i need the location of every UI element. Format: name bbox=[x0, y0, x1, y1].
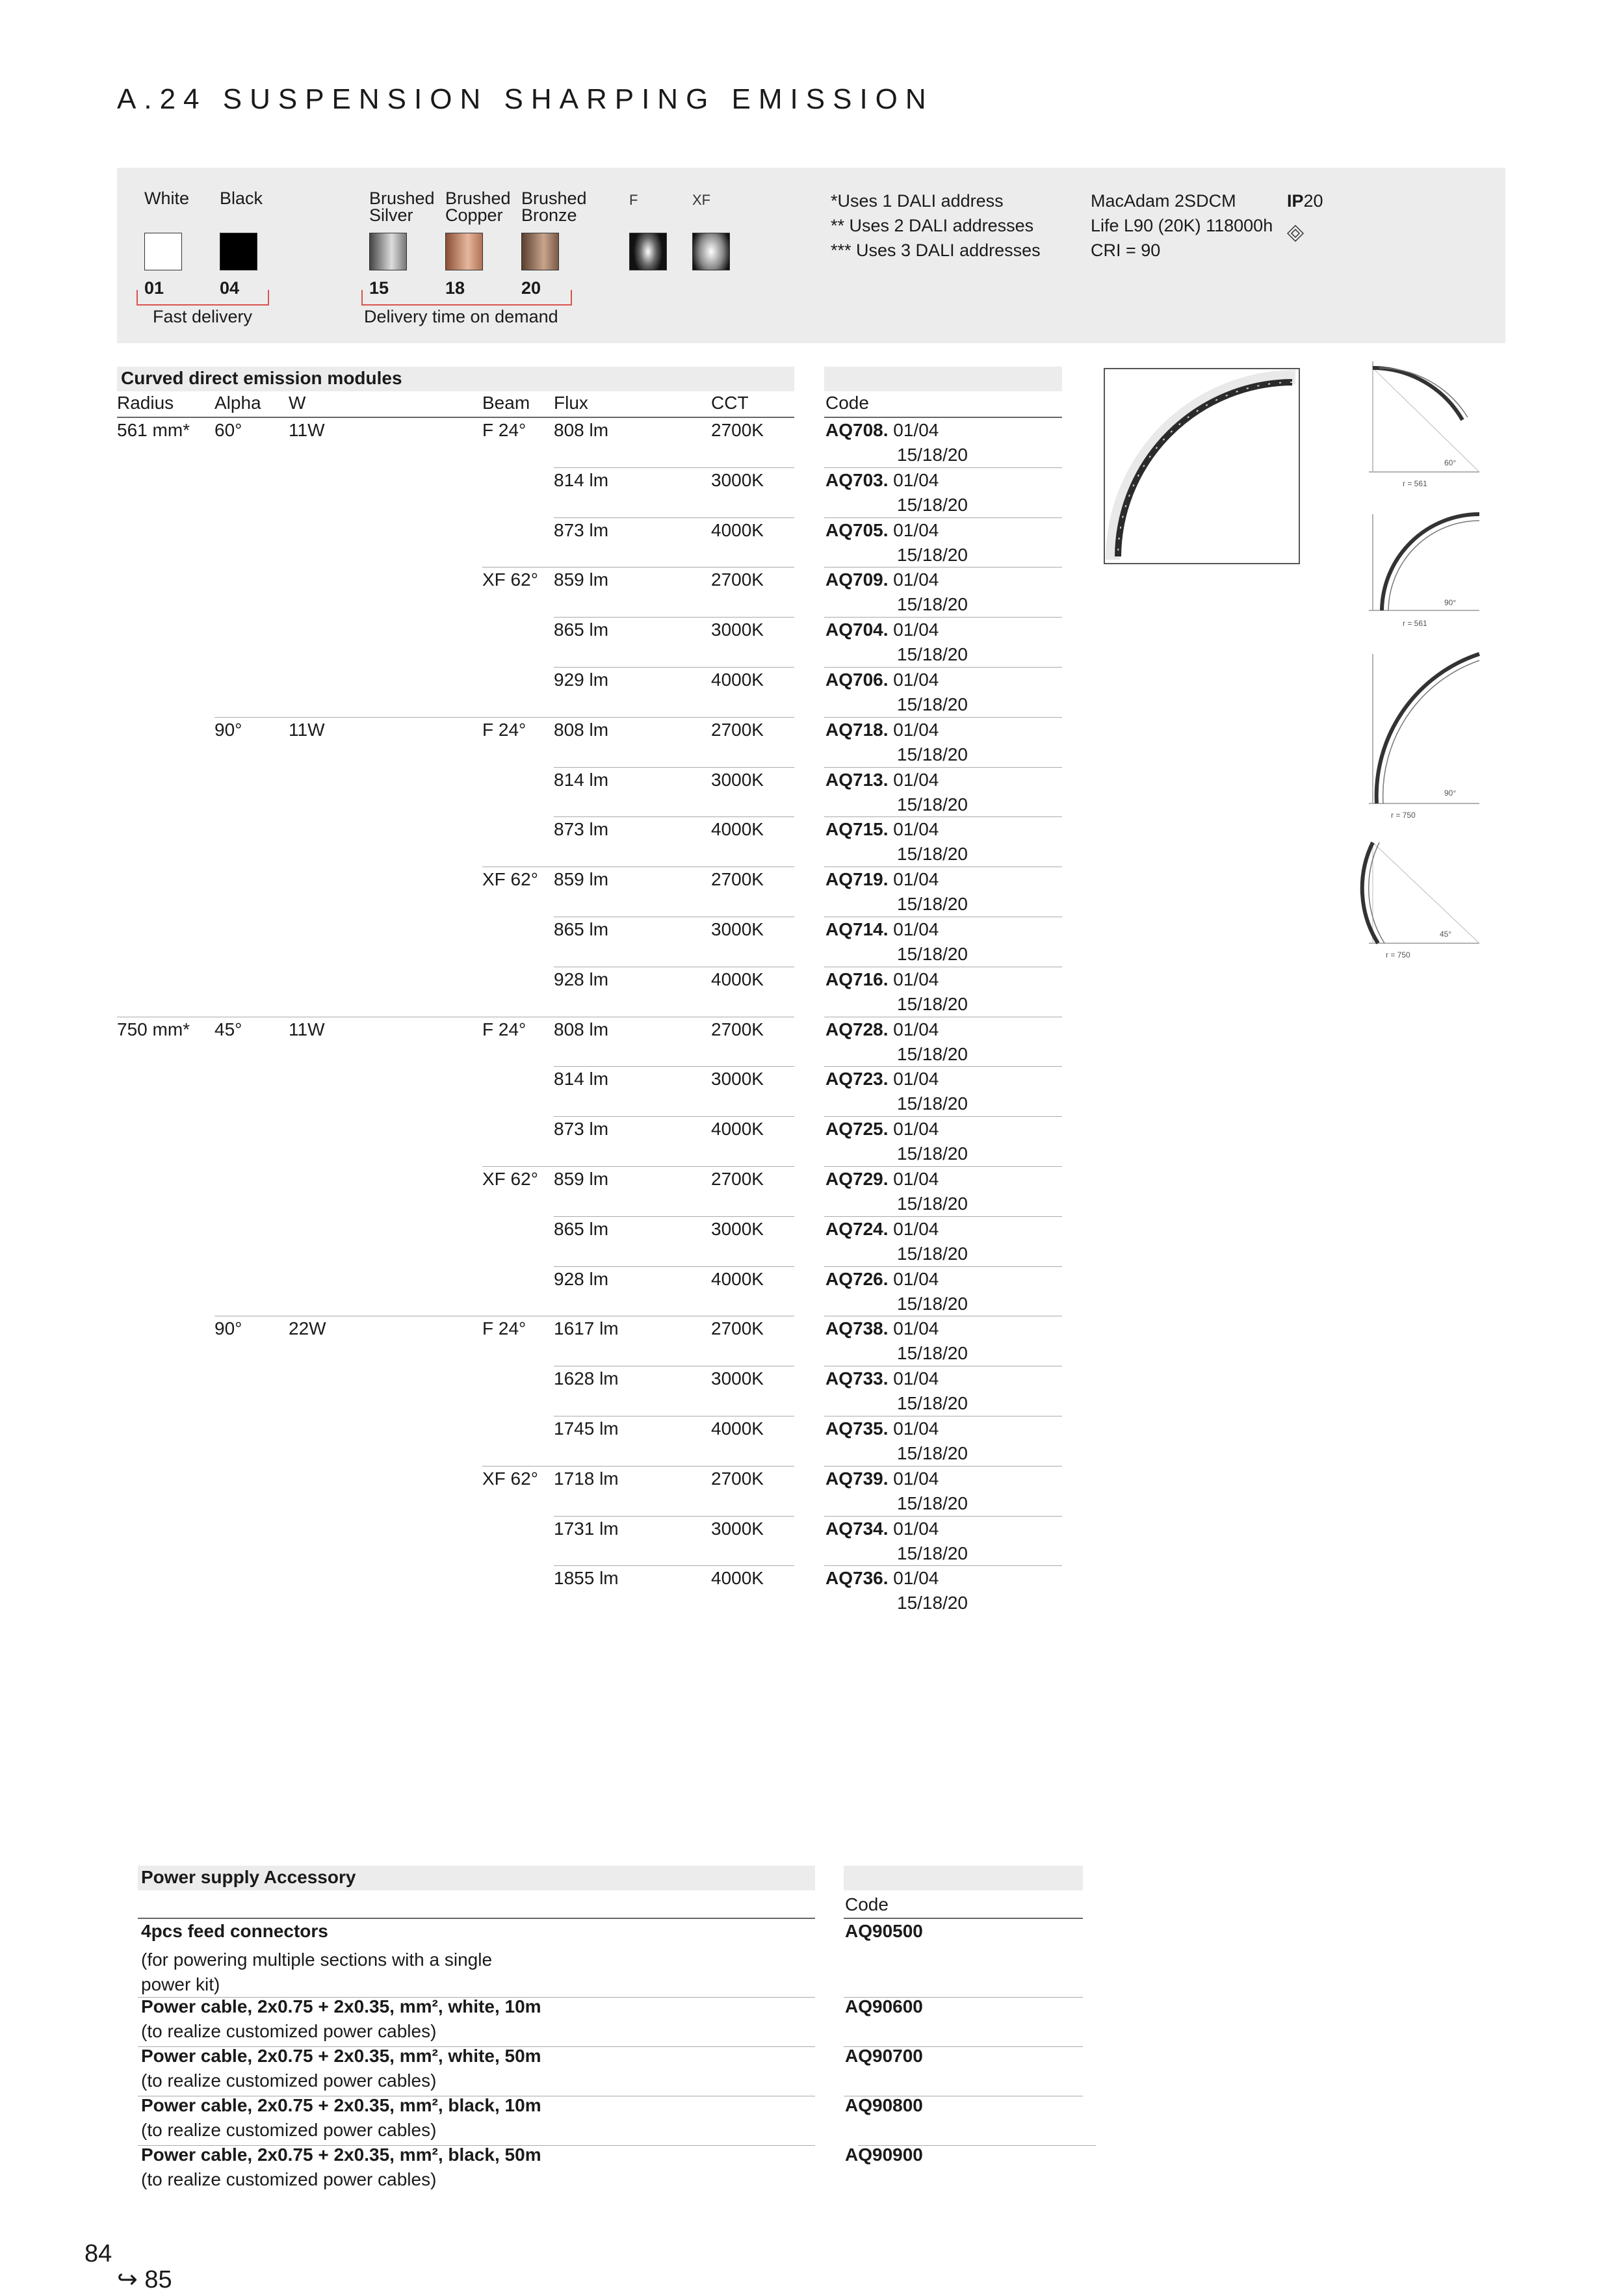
diagram-45 bbox=[1362, 842, 1479, 959]
diagram-90b-radius: r = 750 bbox=[1391, 811, 1416, 820]
white-swatch bbox=[144, 233, 182, 270]
cell-cct: 4000K bbox=[711, 519, 764, 540]
accessory-code: AQ90600 bbox=[845, 1996, 923, 2016]
accessory-desc: power kit) bbox=[141, 1974, 220, 1994]
optic-f-label: F bbox=[629, 192, 638, 208]
cell-flux: 814 lm bbox=[554, 469, 609, 490]
finish-codes-demand: 15/18/20 bbox=[897, 445, 968, 465]
finish-codes-fast: 01/04 bbox=[893, 1069, 939, 1089]
finish-codes-fast: 01/04 bbox=[893, 420, 939, 440]
product-code bbox=[825, 718, 939, 742]
finish-codes-fast: 01/04 bbox=[893, 1318, 939, 1339]
fast-bracket bbox=[136, 290, 269, 306]
finish-codes-demand: 15/18/20 bbox=[897, 1194, 968, 1214]
diagram-90-750 bbox=[1369, 654, 1479, 820]
accessory-item: Power cable, 2x0.75 + 2x0.35, mm², black, 50m bbox=[141, 2145, 541, 2165]
accessory-code: AQ90900 bbox=[845, 2145, 923, 2165]
product-code-prefix: AQ724. bbox=[825, 1218, 889, 1239]
finish-codes-fast: 01/04 bbox=[893, 719, 939, 740]
diagram-45-radius: r = 750 bbox=[1386, 950, 1410, 959]
cell-flux: 808 lm bbox=[554, 420, 609, 440]
cell-flux: 1628 lm bbox=[554, 1368, 619, 1389]
finish-codes-fast: 01/04 bbox=[893, 769, 939, 790]
product-photo bbox=[1104, 368, 1300, 564]
cell-flux: 928 lm bbox=[554, 1268, 609, 1289]
product-code bbox=[825, 1366, 939, 1391]
cell-cct: 3000K bbox=[711, 1218, 764, 1239]
brushed-silver-swatch bbox=[369, 233, 407, 270]
cell-radius: 561 mm* bbox=[117, 420, 190, 440]
dali-3: *** Uses 3 DALI addresses bbox=[831, 241, 1041, 260]
finish-codes-demand: 15/18/20 bbox=[897, 1093, 968, 1114]
accessory-desc: (to realize customized power cables) bbox=[141, 2021, 437, 2041]
cell-cct: 4000K bbox=[711, 969, 764, 989]
finish-codes-demand: 15/18/20 bbox=[897, 794, 968, 815]
product-code bbox=[825, 867, 939, 892]
demand-bracket bbox=[361, 290, 572, 306]
diagram-60 bbox=[1369, 361, 1479, 488]
copper-label-1: Brushed bbox=[445, 189, 511, 208]
finish-codes-demand: 15/18/20 bbox=[897, 844, 968, 865]
cell-cct: 4000K bbox=[711, 819, 764, 840]
product-code bbox=[825, 1467, 939, 1491]
next-page-link[interactable] bbox=[117, 2265, 172, 2294]
cell-beam: F 24° bbox=[482, 719, 526, 740]
cell-beam: XF 62° bbox=[482, 869, 538, 890]
finish-codes-demand: 15/18/20 bbox=[897, 644, 968, 665]
dali-2: ** Uses 2 DALI addresses bbox=[831, 216, 1034, 235]
product-code bbox=[825, 917, 939, 942]
cell-cct: 2700K bbox=[711, 1468, 764, 1489]
black-code: 04 bbox=[220, 278, 240, 298]
cell-cct: 2700K bbox=[711, 1019, 764, 1039]
brushed-copper-swatch bbox=[445, 233, 483, 270]
optic-xf-label: XF bbox=[692, 192, 711, 208]
product-code-prefix: AQ703. bbox=[825, 469, 889, 490]
cell-flux: 929 lm bbox=[554, 670, 609, 690]
product-code-prefix: AQ738. bbox=[825, 1318, 889, 1339]
header-beam: Beam bbox=[482, 393, 530, 413]
accessory-desc: (to realize customized power cables) bbox=[141, 2120, 437, 2140]
finish-codes-demand: 15/18/20 bbox=[897, 1143, 968, 1164]
demand-delivery-label: Delivery time on demand bbox=[364, 307, 558, 326]
accessory-desc: (to realize customized power cables) bbox=[141, 2070, 437, 2091]
product-code-prefix: AQ718. bbox=[825, 719, 889, 740]
cell-flux: 859 lm bbox=[554, 869, 609, 890]
finish-codes-fast: 01/04 bbox=[893, 1268, 939, 1289]
finish-codes-demand: 15/18/20 bbox=[897, 744, 968, 764]
finish-codes-demand: 15/18/20 bbox=[897, 1543, 968, 1563]
finish-white-label: White bbox=[144, 189, 190, 208]
cell-w: 11W bbox=[289, 719, 325, 740]
cell-cct: 3000K bbox=[711, 1518, 764, 1539]
accessory-desc: (to realize customized power cables) bbox=[141, 2169, 437, 2189]
product-code bbox=[825, 618, 939, 642]
product-code-prefix: AQ713. bbox=[825, 769, 889, 790]
cell-w: 11W bbox=[289, 1019, 325, 1039]
product-code-prefix: AQ723. bbox=[825, 1069, 889, 1089]
spec-cri: CRI = 90 bbox=[1091, 241, 1161, 260]
accessory-item: Power cable, 2x0.75 + 2x0.35, mm², white, 50m bbox=[141, 2046, 541, 2066]
header-w: W bbox=[289, 393, 306, 413]
diagram-90a-angle: 90° bbox=[1444, 598, 1457, 607]
cell-flux: 808 lm bbox=[554, 719, 609, 740]
table-title: Curved direct emission modules bbox=[121, 368, 402, 388]
cell-flux: 928 lm bbox=[554, 969, 609, 989]
cell-w: 22W bbox=[289, 1318, 326, 1339]
page-title: A.24 SUSPENSION SHARPING EMISSION bbox=[117, 83, 934, 115]
product-code bbox=[825, 1067, 939, 1091]
cell-cct: 2700K bbox=[711, 869, 764, 890]
cell-cct: 4000K bbox=[711, 670, 764, 690]
product-code-prefix: AQ725. bbox=[825, 1119, 889, 1140]
product-code bbox=[825, 418, 939, 443]
cell-flux: 873 lm bbox=[554, 519, 609, 540]
ip-rating bbox=[1287, 189, 1323, 213]
accessory-code: AQ90700 bbox=[845, 2046, 923, 2066]
arrow-return-icon: ↪ bbox=[117, 2266, 138, 2293]
cell-cct: 2700K bbox=[711, 1169, 764, 1189]
cell-cct: 2700K bbox=[711, 719, 764, 740]
accessory-code: AQ90800 bbox=[845, 2095, 923, 2115]
product-code bbox=[825, 518, 939, 543]
cell-flux: 1718 lm bbox=[554, 1468, 619, 1489]
cell-cct: 4000K bbox=[711, 1119, 764, 1140]
accessory-title: Power supply Accessory bbox=[141, 1867, 356, 1887]
bronze-code: 20 bbox=[521, 278, 541, 298]
product-code-prefix: AQ728. bbox=[825, 1019, 889, 1039]
silver-label-1: Brushed bbox=[369, 189, 435, 208]
header-alpha: Alpha bbox=[214, 393, 261, 413]
product-code-prefix: AQ708. bbox=[825, 420, 889, 440]
accessory-desc: (for powering multiple sections with a single bbox=[141, 1950, 493, 1970]
finish-codes-demand: 15/18/20 bbox=[897, 1043, 968, 1064]
cell-cct: 3000K bbox=[711, 469, 764, 490]
silver-code: 15 bbox=[369, 278, 389, 298]
ip-bold: IP bbox=[1287, 191, 1304, 211]
cell-cct: 3000K bbox=[711, 919, 764, 939]
dali-1: *Uses 1 DALI address bbox=[831, 191, 1004, 211]
accessory-code-header: Code bbox=[845, 1894, 889, 1914]
finish-codes-demand: 15/18/20 bbox=[897, 1493, 968, 1513]
product-code-prefix: AQ704. bbox=[825, 620, 889, 640]
finish-codes-demand: 15/18/20 bbox=[897, 894, 968, 915]
product-code bbox=[825, 1566, 939, 1591]
product-code-prefix: AQ739. bbox=[825, 1468, 889, 1489]
finish-codes-fast: 01/04 bbox=[893, 869, 939, 890]
cell-cct: 3000K bbox=[711, 1368, 764, 1389]
cell-flux: 1617 lm bbox=[554, 1318, 619, 1339]
accessory-code-bar bbox=[844, 1866, 1083, 1890]
finish-codes-fast: 01/04 bbox=[893, 670, 939, 690]
copper-code: 18 bbox=[445, 278, 465, 298]
cell-flux: 1855 lm bbox=[554, 1568, 619, 1589]
finish-codes-demand: 15/18/20 bbox=[897, 1443, 968, 1463]
finish-codes-fast: 01/04 bbox=[893, 1169, 939, 1189]
dali-list bbox=[831, 189, 1041, 263]
finish-codes-fast: 01/04 bbox=[893, 469, 939, 490]
cell-alpha: 90° bbox=[214, 1318, 242, 1339]
spec-macadam: MacAdam 2SDCM bbox=[1091, 191, 1236, 211]
spec-life: Life L90 (20K) 118000h bbox=[1091, 216, 1273, 235]
finish-codes-demand: 15/18/20 bbox=[897, 494, 968, 515]
cell-flux: 865 lm bbox=[554, 620, 609, 640]
finish-codes-demand: 15/18/20 bbox=[897, 1393, 968, 1414]
fast-delivery-label: Fast delivery bbox=[153, 307, 253, 326]
finish-codes-fast: 01/04 bbox=[893, 519, 939, 540]
cell-cct: 2700K bbox=[711, 1318, 764, 1339]
product-code bbox=[825, 1316, 939, 1341]
code-title-bar bbox=[824, 367, 1062, 391]
product-code-prefix: AQ733. bbox=[825, 1368, 889, 1389]
spec-list bbox=[1091, 189, 1273, 263]
cell-beam: F 24° bbox=[482, 1019, 526, 1039]
cell-w: 11W bbox=[289, 420, 325, 440]
cell-cct: 2700K bbox=[711, 569, 764, 590]
next-page-number: 85 bbox=[144, 2266, 172, 2293]
ip-value: 20 bbox=[1303, 191, 1323, 211]
product-code-prefix: AQ735. bbox=[825, 1418, 889, 1439]
product-code-prefix: AQ715. bbox=[825, 819, 889, 840]
silver-label-2: Silver bbox=[369, 205, 413, 225]
product-code-prefix: AQ714. bbox=[825, 919, 889, 939]
finish-codes-demand: 15/18/20 bbox=[897, 944, 968, 964]
cell-cct: 3000K bbox=[711, 769, 764, 790]
finish-codes-fast: 01/04 bbox=[893, 620, 939, 640]
product-code bbox=[825, 768, 939, 792]
cell-beam: F 24° bbox=[482, 1318, 526, 1339]
product-code bbox=[825, 817, 939, 842]
finish-codes-fast: 01/04 bbox=[893, 919, 939, 939]
finish-codes-fast: 01/04 bbox=[893, 1218, 939, 1239]
cell-cct: 4000K bbox=[711, 1418, 764, 1439]
finish-codes-fast: 01/04 bbox=[893, 1568, 939, 1589]
cell-flux: 1731 lm bbox=[554, 1518, 619, 1539]
cell-beam: XF 62° bbox=[482, 569, 538, 590]
finish-codes-demand: 15/18/20 bbox=[897, 1343, 968, 1364]
cell-cct: 3000K bbox=[711, 620, 764, 640]
bronze-label-2: Bronze bbox=[521, 205, 577, 225]
dimension-diagrams bbox=[1326, 361, 1488, 998]
copper-label-2: Copper bbox=[445, 205, 503, 225]
product-code-prefix: AQ734. bbox=[825, 1518, 889, 1539]
cell-alpha: 90° bbox=[214, 719, 242, 740]
cell-flux: 865 lm bbox=[554, 1218, 609, 1239]
finish-codes-fast: 01/04 bbox=[893, 1418, 939, 1439]
cell-flux: 873 lm bbox=[554, 819, 609, 840]
black-swatch bbox=[220, 233, 257, 270]
finish-codes-fast: 01/04 bbox=[893, 1368, 939, 1389]
cell-alpha: 45° bbox=[214, 1019, 242, 1039]
finish-codes-demand: 15/18/20 bbox=[897, 594, 968, 615]
product-code-prefix: AQ716. bbox=[825, 969, 889, 989]
brushed-bronze-swatch bbox=[521, 233, 559, 270]
diagram-60-angle: 60° bbox=[1444, 458, 1457, 467]
product-code-prefix: AQ719. bbox=[825, 869, 889, 890]
product-code-prefix: AQ726. bbox=[825, 1268, 889, 1289]
bronze-label-1: Brushed bbox=[521, 189, 587, 208]
finish-codes-demand: 15/18/20 bbox=[897, 1243, 968, 1264]
product-code bbox=[825, 468, 939, 493]
white-code: 01 bbox=[144, 278, 164, 298]
accessory-item: Power cable, 2x0.75 + 2x0.35, mm², white, 10m bbox=[141, 1996, 541, 2016]
accessory-code: AQ90500 bbox=[845, 1921, 923, 1941]
cell-cct: 3000K bbox=[711, 1069, 764, 1089]
finish-codes-demand: 15/18/20 bbox=[897, 1593, 968, 1613]
product-code bbox=[825, 1217, 939, 1242]
cell-alpha: 60° bbox=[214, 420, 242, 440]
finish-codes-fast: 01/04 bbox=[893, 819, 939, 840]
cell-beam: XF 62° bbox=[482, 1169, 538, 1189]
header-code: Code bbox=[825, 393, 869, 413]
accessory-item bbox=[141, 1919, 328, 1944]
cell-flux: 814 lm bbox=[554, 769, 609, 790]
product-code bbox=[825, 567, 939, 592]
product-code bbox=[825, 668, 939, 692]
product-code bbox=[825, 1117, 939, 1141]
accessory-item: Power cable, 2x0.75 + 2x0.35, mm², black, 10m bbox=[141, 2095, 541, 2115]
finish-codes-fast: 01/04 bbox=[893, 969, 939, 989]
cell-cct: 4000K bbox=[711, 1568, 764, 1589]
finish-codes-fast: 01/04 bbox=[893, 1019, 939, 1039]
cell-flux: 859 lm bbox=[554, 1169, 609, 1189]
diagram-45-angle: 45° bbox=[1440, 930, 1452, 939]
finish-codes-fast: 01/04 bbox=[893, 1518, 939, 1539]
page-number: 84 bbox=[84, 2240, 112, 2267]
product-code-prefix: AQ706. bbox=[825, 670, 889, 690]
finish-codes-demand: 15/18/20 bbox=[897, 993, 968, 1014]
cell-flux: 1745 lm bbox=[554, 1418, 619, 1439]
cell-beam: XF 62° bbox=[482, 1468, 538, 1489]
cell-flux: 808 lm bbox=[554, 1019, 609, 1039]
finish-codes-fast: 01/04 bbox=[893, 1468, 939, 1489]
product-code bbox=[825, 1416, 939, 1441]
cell-beam: F 24° bbox=[482, 420, 526, 440]
product-code-prefix: AQ736. bbox=[825, 1568, 889, 1589]
product-code-prefix: AQ705. bbox=[825, 519, 889, 540]
finish-black-label: Black bbox=[220, 189, 263, 208]
header-radius: Radius bbox=[117, 393, 174, 413]
header-flux: Flux bbox=[554, 393, 588, 413]
product-code bbox=[825, 1017, 939, 1042]
cell-flux: 814 lm bbox=[554, 1069, 609, 1089]
product-code bbox=[825, 967, 939, 992]
diagram-90b-angle: 90° bbox=[1444, 789, 1457, 798]
product-code bbox=[825, 1267, 939, 1292]
fixture-class-icon bbox=[1287, 225, 1304, 242]
cell-cct: 4000K bbox=[711, 1268, 764, 1289]
cell-radius: 750 mm* bbox=[117, 1019, 190, 1039]
finish-codes-fast: 01/04 bbox=[893, 569, 939, 590]
cell-flux: 865 lm bbox=[554, 919, 609, 939]
optic-xf-icon bbox=[692, 233, 730, 270]
optic-f-icon bbox=[629, 233, 667, 270]
cell-cct: 2700K bbox=[711, 420, 764, 440]
product-code-prefix: AQ729. bbox=[825, 1169, 889, 1189]
header-cct: CCT bbox=[711, 393, 749, 413]
cell-flux: 873 lm bbox=[554, 1119, 609, 1140]
finish-codes-demand: 15/18/20 bbox=[897, 544, 968, 565]
diagram-60-radius: r = 561 bbox=[1403, 479, 1427, 488]
product-code bbox=[825, 1517, 939, 1541]
finish-codes-demand: 15/18/20 bbox=[897, 1293, 968, 1314]
product-code-prefix: AQ709. bbox=[825, 569, 889, 590]
diagram-90-561 bbox=[1369, 514, 1479, 628]
finish-codes-fast: 01/04 bbox=[893, 1119, 939, 1140]
accessory-name: 4pcs feed connectors bbox=[141, 1921, 328, 1941]
product-code bbox=[825, 1167, 939, 1192]
diagram-90a-radius: r = 561 bbox=[1403, 619, 1427, 628]
finish-codes-demand: 15/18/20 bbox=[897, 694, 968, 714]
cell-flux: 859 lm bbox=[554, 569, 609, 590]
